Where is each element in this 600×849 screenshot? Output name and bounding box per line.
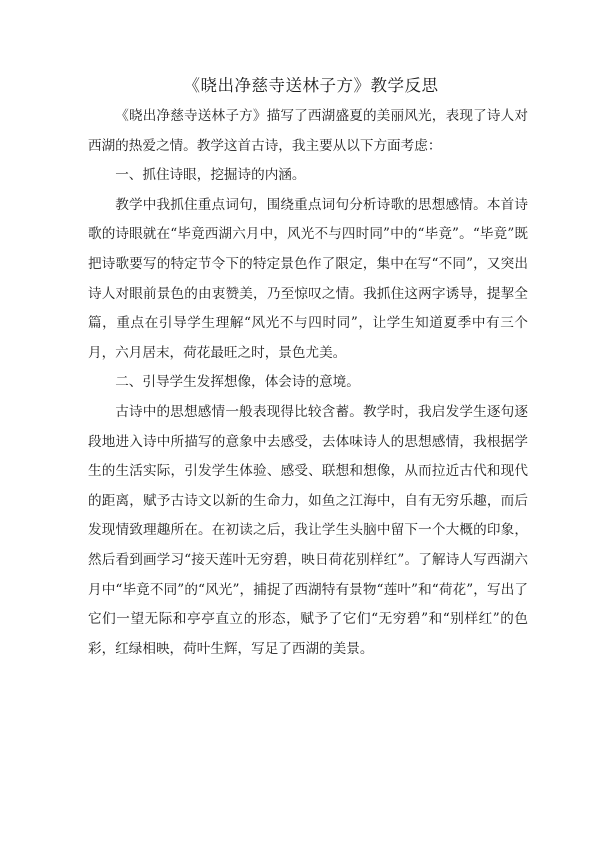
section-heading-2: 二、引导学生发挥想像，体会诗的意境。	[115, 374, 360, 391]
document-body	[88, 102, 528, 664]
paragraph-section-1: 教学中我抓住重点词句，围绕重点词句分析诗歌的思想感情。本首诗歌的诗眼就在“毕竟西湖六月中，风光不与四时同”中的“毕竟”。“毕竟”既把诗歌要写的特定节令下的特定景色作了限定，集中在写“不同”，又突出诗人对眼前景色的由衷赞美，乃至惊叹之情。我抓住这两字诱导，提挈全篇，重点在引导学生理解“风光不与四时同”，让学生知道夏季中有三个月，六月居末，荷花最旺之时，景色尤美。	[88, 196, 528, 361]
paragraph-intro: 《晓出净慈寺送林子方》描写了西湖盛夏的美丽风光，表现了诗人对西湖的热爱之情。教学这首古诗，我主要从以下方面考虑：	[88, 108, 528, 154]
paragraph-section-2: 古诗中的思想感情一般表现得比较含蓄。教学时，我启发学生逐句逐段地进入诗中所描写的意象中去感受，去体味诗人的思想感情，我根据学生的生活实际，引发学生体验、感受、联想和想像，从而拉近古代和现代的距离，赋予古诗文以新的生命力，如鱼之江海中，自有无穷乐趣，而后发现情致理趣所在。在初读之后，我让学生头脑中留下一个大概的印象，然后看到画学习“接天莲叶无穷碧，映日荷花别样红”。了解诗人写西湖六月中“毕竟不同”的“风光”，捕捉了西湖特有景物“莲叶”和“荷花”，写出了它们一望无际和亭亭直立的形态，赋予了它们“无穷碧”和“别样红”的色彩，红绿相映，荷叶生辉，写足了西湖的美景。	[88, 403, 528, 657]
section-heading-1: 一、抓住诗眼，挖掘诗的内涵。	[115, 167, 306, 184]
document-title: 《晓出净慈寺送林子方》教学反思	[183, 76, 439, 95]
